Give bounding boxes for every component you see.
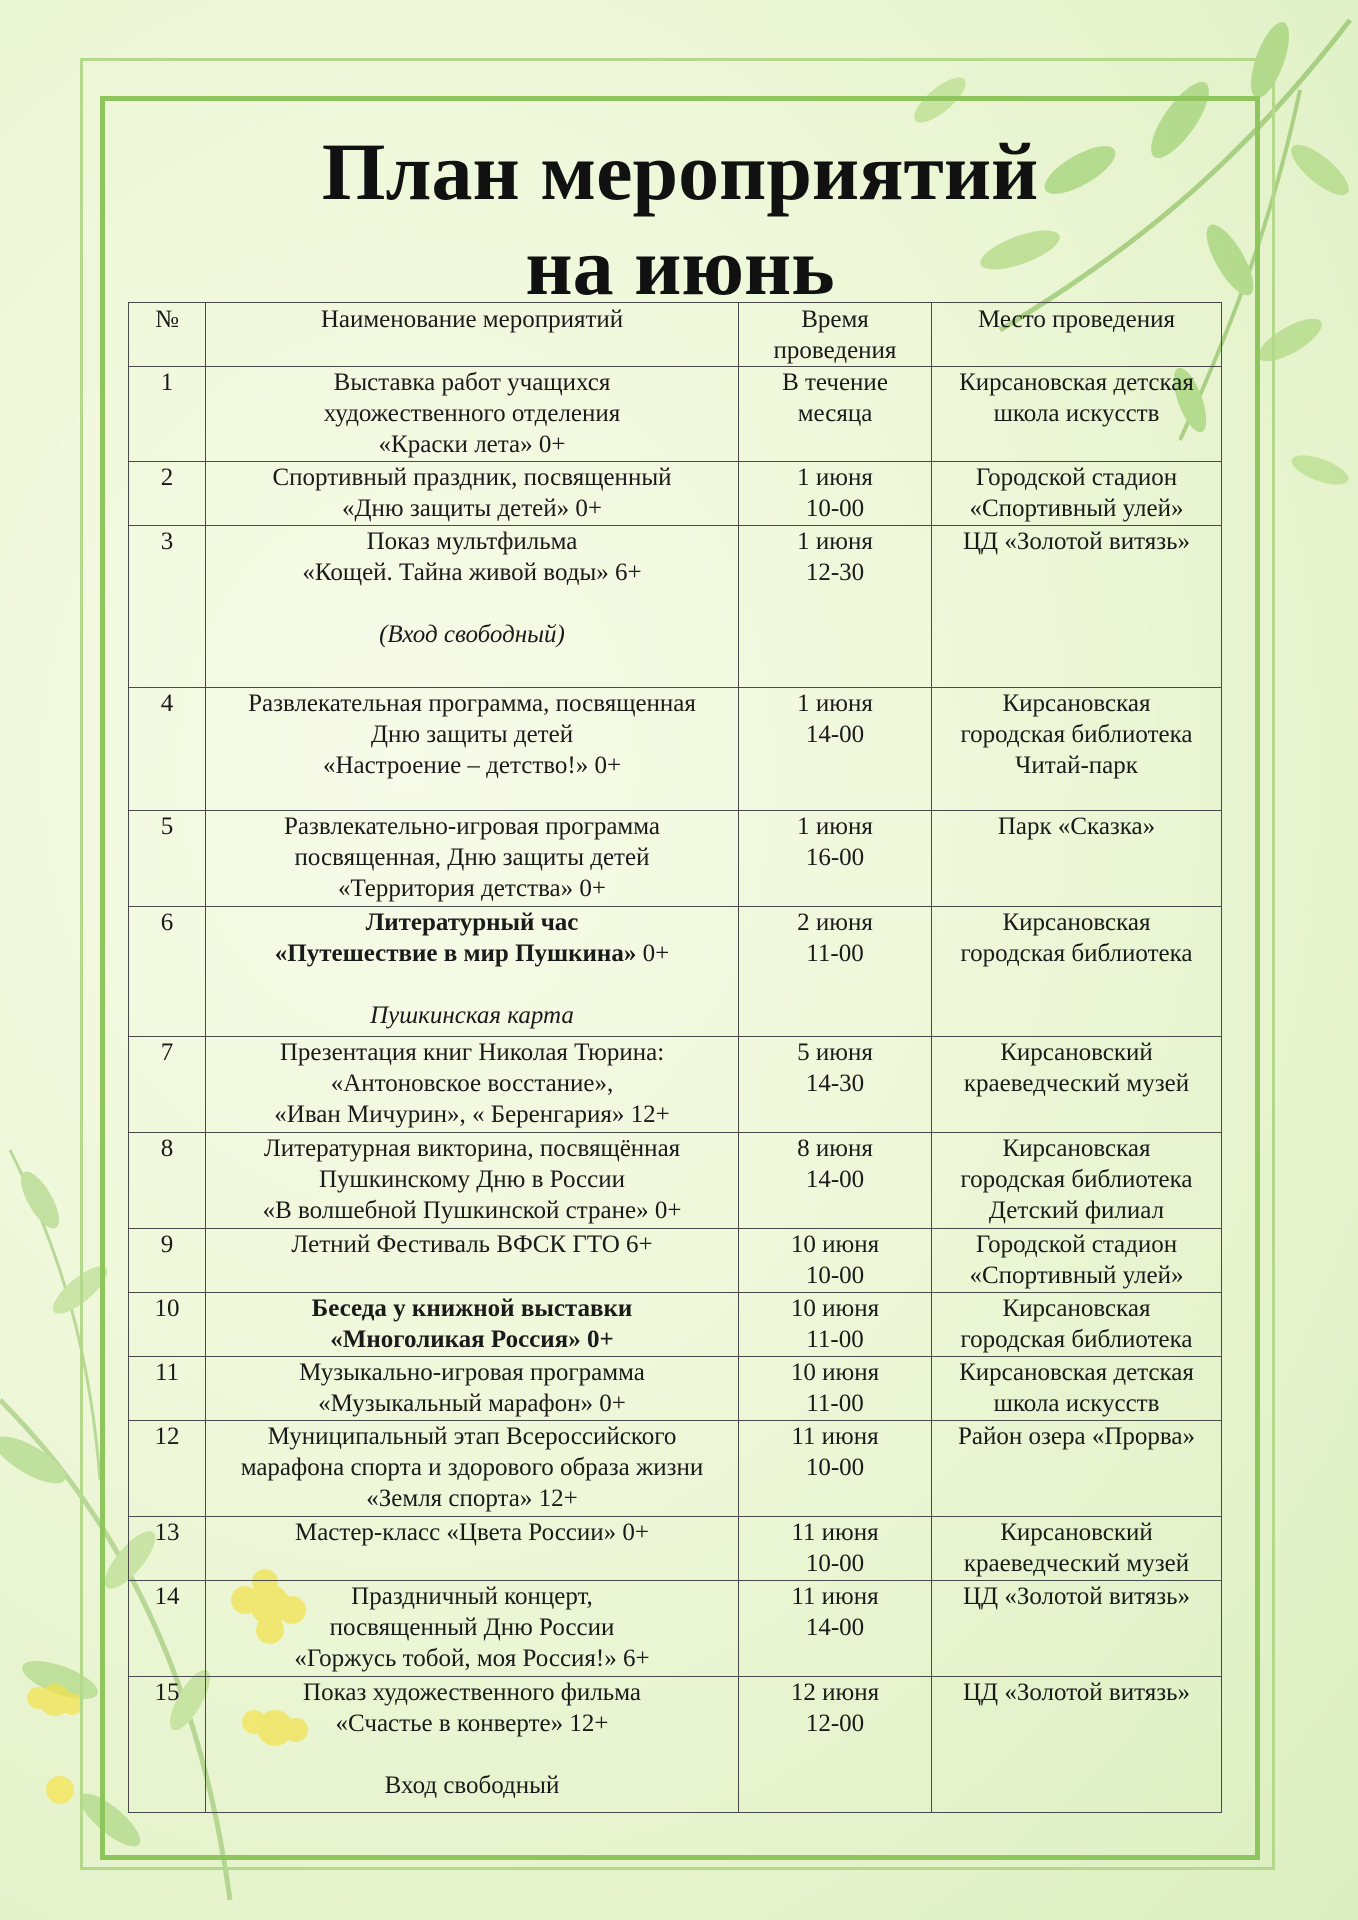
time-line: 14-00 (805, 1614, 865, 1641)
cell-name (206, 1357, 739, 1421)
age-rating: 0+ (636, 940, 670, 967)
cell-name (206, 907, 739, 1037)
cell-time (739, 1517, 932, 1581)
place-line: Городской стадион (975, 464, 1178, 491)
place-line: Кирсановская (1002, 909, 1151, 936)
name-line: «Настроение – детство!» 0+ (322, 752, 622, 779)
table-row (129, 1037, 1222, 1133)
cell-time (739, 1037, 932, 1133)
name-line: «Иван Мичурин», « Беренгария» 12+ (274, 1101, 670, 1128)
cell-place (932, 1357, 1222, 1421)
place-line: «Спортивный улей» (969, 1262, 1184, 1289)
cell-time (739, 907, 932, 1037)
cell-number: 12 (129, 1421, 206, 1517)
cell-name (206, 367, 739, 462)
events-table (128, 302, 1222, 1813)
place-line: ЦД «Золотой витязь» (963, 528, 1190, 555)
time-line: 1 июня (797, 813, 873, 840)
name-line: «Горжусь тобой, моя Россия!» 6+ (294, 1645, 650, 1672)
cell-number: 4 (129, 688, 206, 811)
name-line: «Кощей. Тайна живой воды» 6+ (302, 559, 642, 586)
cell-number: 14 (129, 1581, 206, 1677)
table-row (129, 462, 1222, 526)
name-line: «В волшебной Пушкинской стране» 0+ (262, 1197, 682, 1224)
place-line: городская библиотека (960, 721, 1193, 748)
header-place: Место проведения (932, 303, 1222, 367)
table-row (129, 811, 1222, 907)
cell-name (206, 1037, 739, 1133)
time-line: 11 июня (791, 1583, 879, 1610)
name-line: Музыкально-игровая программа (299, 1359, 645, 1386)
cell-place (932, 1421, 1222, 1517)
page-title-line1: План мероприятий (321, 126, 1039, 217)
cell-place (932, 367, 1222, 462)
header-number: № (129, 303, 206, 367)
place-line: школа искусств (993, 1390, 1160, 1417)
cell-time (739, 688, 932, 811)
name-line: Развлекательная программа, посвященная (248, 690, 696, 717)
name-bold-part: «Путешествие в мир Пушкина» (274, 940, 637, 967)
cell-number: 11 (129, 1357, 206, 1421)
cell-place (932, 1293, 1222, 1357)
time-line: 10 июня (790, 1359, 880, 1386)
place-line: городская библиотека (960, 940, 1193, 967)
cell-number: 3 (129, 526, 206, 688)
name-line: Мастер-класс «Цвета России» 0+ (294, 1519, 650, 1546)
cell-number: 5 (129, 811, 206, 907)
cell-place (932, 811, 1222, 907)
time-line: месяца (797, 400, 873, 427)
place-line: городская библиотека (960, 1166, 1193, 1193)
cell-time (739, 462, 932, 526)
header-time (739, 303, 932, 367)
cell-number: 1 (129, 367, 206, 462)
name-line: Спортивный праздник, посвященный (272, 464, 672, 491)
time-line: 8 июня (797, 1135, 873, 1162)
cell-place (932, 907, 1222, 1037)
name-line: Праздничный концерт, (351, 1583, 593, 1610)
table-row (129, 1357, 1222, 1421)
time-line: 2 июня (797, 909, 873, 936)
time-line: 11-00 (806, 940, 864, 967)
cell-time (739, 367, 932, 462)
cell-time (739, 526, 932, 688)
time-line: 12 июня (790, 1679, 880, 1706)
time-line: 16-00 (805, 844, 865, 871)
free-entry-note: (Вход свободный) (379, 621, 565, 648)
name-line: Развлекательно-игровая программа (284, 813, 660, 840)
place-line: краеведческий музей (963, 1070, 1190, 1097)
name-line: художественного отделения (323, 400, 621, 427)
table-row (129, 1677, 1222, 1813)
name-line: «Земля спорта» 12+ (366, 1485, 578, 1512)
name-line (210, 938, 734, 969)
name-line: «Краски лета» 0+ (378, 431, 566, 458)
time-line: 1 июня (797, 528, 873, 555)
place-line: «Спортивный улей» (969, 495, 1184, 522)
cell-name (206, 1581, 739, 1677)
cell-place (932, 462, 1222, 526)
cell-number: 2 (129, 462, 206, 526)
cell-place (932, 1037, 1222, 1133)
cell-name (206, 526, 739, 688)
place-line: школа искусств (993, 400, 1160, 427)
time-line: 12-30 (805, 559, 865, 586)
time-line: 14-00 (805, 1166, 865, 1193)
place-line: Кирсановский (1000, 1039, 1153, 1066)
cell-name (206, 1421, 739, 1517)
place-line: Кирсановская детская (959, 1359, 1194, 1386)
place-line: Городской стадион (975, 1231, 1178, 1258)
name-line: Литературная викторина, посвящённая (263, 1135, 681, 1162)
name-line: «Музыкальный марафон» 0+ (318, 1390, 626, 1417)
place-line: Кирсановский (1000, 1519, 1153, 1546)
time-line: 10-00 (805, 495, 865, 522)
free-entry-note: Вход свободный (384, 1772, 560, 1799)
time-line: 1 июня (797, 690, 873, 717)
place-line: Кирсановская (1002, 690, 1151, 717)
place-line: Читай-парк (1015, 752, 1138, 779)
name-line: Пушкинскому Дню в России (318, 1166, 626, 1193)
time-line: В течение (782, 369, 888, 396)
name-line-bold: Беседа у книжной выставки (311, 1295, 633, 1322)
time-line: 10 июня (790, 1231, 880, 1258)
name-line: «Территория детства» 0+ (337, 875, 606, 902)
cell-place (932, 1517, 1222, 1581)
cell-name (206, 1133, 739, 1229)
name-line: Выставка работ учащихся (333, 369, 611, 396)
place-line: Кирсановская (1002, 1135, 1151, 1162)
time-line: 11-00 (806, 1390, 864, 1417)
cell-number: 7 (129, 1037, 206, 1133)
place-line: ЦД «Золотой витязь» (963, 1583, 1190, 1610)
time-line: 10 июня (790, 1295, 880, 1322)
table-row (129, 1581, 1222, 1677)
cell-name (206, 1293, 739, 1357)
cell-time (739, 1229, 932, 1293)
cell-place (932, 1581, 1222, 1677)
cell-number: 8 (129, 1133, 206, 1229)
table-row (129, 907, 1222, 1037)
cell-place (932, 526, 1222, 688)
name-line: Муниципальный этап Всероссийского (267, 1423, 677, 1450)
cell-place (932, 688, 1222, 811)
time-line: 10-00 (805, 1262, 865, 1289)
cell-number: 13 (129, 1517, 206, 1581)
cell-time (739, 1581, 932, 1677)
header-time-line1: Время (801, 306, 869, 333)
place-line: городская библиотека (960, 1326, 1193, 1353)
cell-name (206, 688, 739, 811)
time-line: 11 июня (791, 1423, 879, 1450)
name-line: Презентация книг Николая Тюрина: (279, 1039, 665, 1066)
time-line: 14-00 (805, 721, 865, 748)
place-line: Кирсановская (1002, 1295, 1151, 1322)
table-row (129, 1517, 1222, 1581)
cell-name (206, 1677, 739, 1813)
time-line: 10-00 (805, 1454, 865, 1481)
place-line: Район озера «Прорва» (958, 1423, 1195, 1450)
name-line: Показ художественного фильма (303, 1679, 641, 1706)
time-line: 11 июня (791, 1519, 879, 1546)
cell-name (206, 1229, 739, 1293)
cell-number: 9 (129, 1229, 206, 1293)
place-line: Парк «Сказка» (997, 813, 1156, 840)
time-line: 14-30 (805, 1070, 865, 1097)
time-line: 5 июня (797, 1039, 873, 1066)
cell-number: 6 (129, 907, 206, 1037)
name-line: «Дню защиты детей» 0+ (342, 495, 602, 522)
cell-name (206, 1517, 739, 1581)
page-title-line2: на июнь (525, 221, 835, 312)
table-row (129, 688, 1222, 811)
cell-name (206, 462, 739, 526)
name-line: «Антоновское восстание», (330, 1070, 614, 1097)
table-header-row (129, 303, 1222, 367)
cell-place (932, 1133, 1222, 1229)
name-line: посвященный Дню России (329, 1614, 615, 1641)
table-row (129, 1421, 1222, 1517)
cell-number: 10 (129, 1293, 206, 1357)
cell-time (739, 1357, 932, 1421)
cell-time (739, 1677, 932, 1813)
time-line: 11-00 (806, 1326, 864, 1353)
table-row (129, 526, 1222, 688)
cell-time (739, 1421, 932, 1517)
table-row (129, 1229, 1222, 1293)
header-name: Наименование мероприятий (206, 303, 739, 367)
table-row (129, 1133, 1222, 1229)
cell-time (739, 1133, 932, 1229)
table-row (129, 367, 1222, 462)
cell-time (739, 811, 932, 907)
name-line: Дню защиты детей (370, 721, 574, 748)
place-line: ЦД «Золотой витязь» (963, 1679, 1190, 1706)
name-line: Летний Фестиваль ВФСК ГТО 6+ (291, 1231, 653, 1258)
table-row (129, 1293, 1222, 1357)
place-line: краеведческий музей (963, 1550, 1190, 1577)
time-line: 12-00 (805, 1710, 865, 1737)
time-line: 10-00 (805, 1550, 865, 1577)
name-line: Показ мультфильма (366, 528, 578, 555)
header-time-line2: проведения (773, 337, 897, 364)
name-line-bold: Литературный час (365, 909, 579, 936)
name-line: «Счастье в конверте» 12+ (335, 1710, 609, 1737)
place-line: Кирсановская детская (959, 369, 1194, 396)
name-line: посвященная, Дню защиты детей (294, 844, 650, 871)
pushkin-card-note: Пушкинская карта (370, 1002, 574, 1029)
place-line: Детский филиал (988, 1197, 1165, 1224)
time-line: 1 июня (797, 464, 873, 491)
cell-name (206, 811, 739, 907)
cell-number: 15 (129, 1677, 206, 1813)
cell-place (932, 1677, 1222, 1813)
name-line-bold: «Многоликая Россия» 0+ (330, 1326, 614, 1353)
cell-time (739, 1293, 932, 1357)
cell-place (932, 1229, 1222, 1293)
name-line: марафона спорта и здорового образа жизни (240, 1454, 704, 1481)
